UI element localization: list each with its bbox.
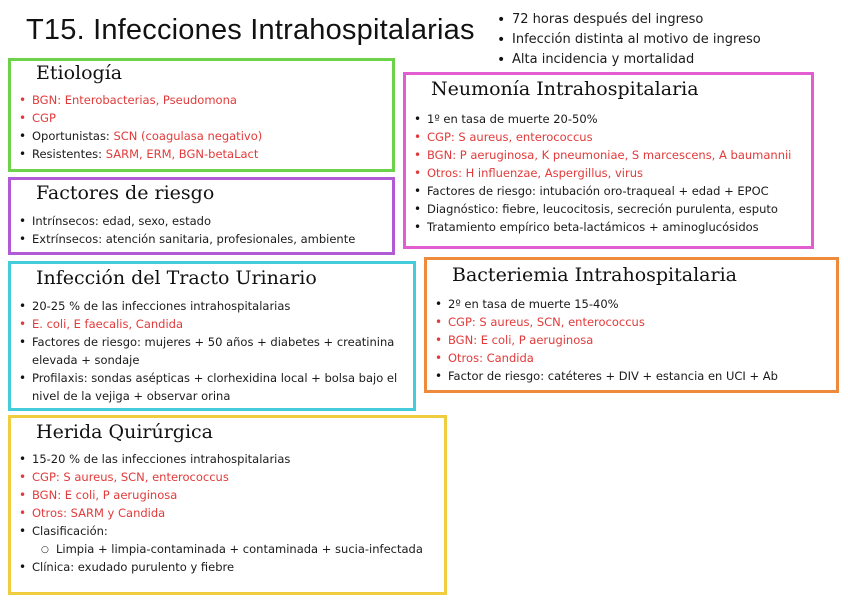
etiologia-heading: Etiología (36, 62, 123, 84)
item-value: SARM, ERM, BGN-betaLact (105, 147, 259, 161)
list-item: • BGN: P aeruginosa, K pneumoniae, S marcescens, A baumannii (411, 146, 805, 164)
list-item: • Otros: Candida (432, 349, 830, 367)
list-item: • BGN: Enterobacterias, Pseudomona (16, 91, 386, 109)
list-item: • Otros: H influenzae, Aspergillus, virus (411, 164, 805, 182)
list-item (16, 127, 386, 145)
list-item (16, 145, 386, 163)
herida-quirurgica-list (16, 450, 438, 576)
list-item (16, 522, 438, 558)
item-label: Clasificación: (32, 524, 108, 538)
list-item: • Alta incidencia y mortalidad (494, 50, 761, 70)
itu-heading: Infección del Tracto Urinario (36, 267, 317, 289)
list-item: • CGP: S aureus, SCN, enterococcus (16, 468, 438, 486)
bacteriemia-list (432, 295, 830, 385)
bacteriemia-heading: Bacteriemia Intrahospitalaria (452, 264, 737, 286)
list-item: • E. coli, E faecalis, Candida (16, 315, 407, 333)
list-item: • 15-20 % de las infecciones intrahospitalarias (16, 450, 438, 468)
list-item: • Clínica: exudado purulento y fiebre (16, 558, 438, 576)
list-item: • Extrínsecos: atención sanitaria, profesionales, ambiente (16, 230, 386, 248)
list-item: • Factor de riesgo: catéteres + DIV + estancia en UCI + Ab (432, 367, 830, 385)
list-item: • Tratamiento empírico beta-lactámicos + aminoglucósidos (411, 218, 805, 236)
neumonia-box (403, 72, 814, 249)
list-item: • CGP: S aureus, enterococcus (411, 128, 805, 146)
list-item: • 1º en tasa de muerte 20-50% (411, 110, 805, 128)
list-item: • 2º en tasa de muerte 15-40% (432, 295, 830, 313)
clasificacion-sublist (38, 540, 438, 558)
neumonia-list (411, 110, 805, 236)
list-item: ○ Limpia + limpia-contaminada + contaminada + sucia-infectada (38, 540, 438, 558)
factores-riesgo-box (8, 177, 395, 255)
factores-riesgo-heading: Factores de riesgo (36, 182, 215, 204)
herida-quirurgica-box (8, 415, 447, 595)
list-item: • CGP (16, 109, 386, 127)
list-item: • 72 horas después del ingreso (494, 10, 761, 30)
list-item: • CGP: S aureus, SCN, enterococcus (432, 313, 830, 331)
itu-box (8, 261, 416, 411)
item-label: Resistentes: (32, 147, 106, 161)
top-notes-list (494, 10, 761, 70)
itu-list (16, 297, 407, 405)
item-value: SCN (coagulasa negativo) (113, 129, 263, 143)
list-item: • Otros: SARM y Candida (16, 504, 438, 522)
list-item: • BGN: E coli, P aeruginosa (16, 486, 438, 504)
factores-riesgo-list (16, 212, 386, 248)
etiologia-list (16, 91, 386, 163)
list-item: • Intrínsecos: edad, sexo, estado (16, 212, 386, 230)
list-item: • Factores de riesgo: mujeres + 50 años + diabetes + creatinina elevada + sondaje (16, 333, 407, 369)
list-item: • BGN: E coli, P aeruginosa (432, 331, 830, 349)
list-item: • 20-25 % de las infecciones intrahospitalarias (16, 297, 407, 315)
etiologia-box (8, 58, 395, 172)
list-item: • Infección distinta al motivo de ingreso (494, 30, 761, 50)
list-item: • Profilaxis: sondas asépticas + clorhexidina local + bolsa bajo el nivel de la vejiga + observar orina (16, 369, 407, 405)
bacteriemia-box (424, 257, 839, 393)
neumonia-heading: Neumonía Intrahospitalaria (431, 78, 699, 100)
list-item: • Factores de riesgo: intubación oro-traqueal + edad + EPOC (411, 182, 805, 200)
page-title: T15. Infecciones Intrahospitalarias (26, 14, 475, 46)
item-label: Oportunistas: (32, 129, 114, 143)
herida-quirurgica-heading: Herida Quirúrgica (36, 421, 214, 443)
list-item: • Diagnóstico: fiebre, leucocitosis, secreción purulenta, esputo (411, 200, 805, 218)
